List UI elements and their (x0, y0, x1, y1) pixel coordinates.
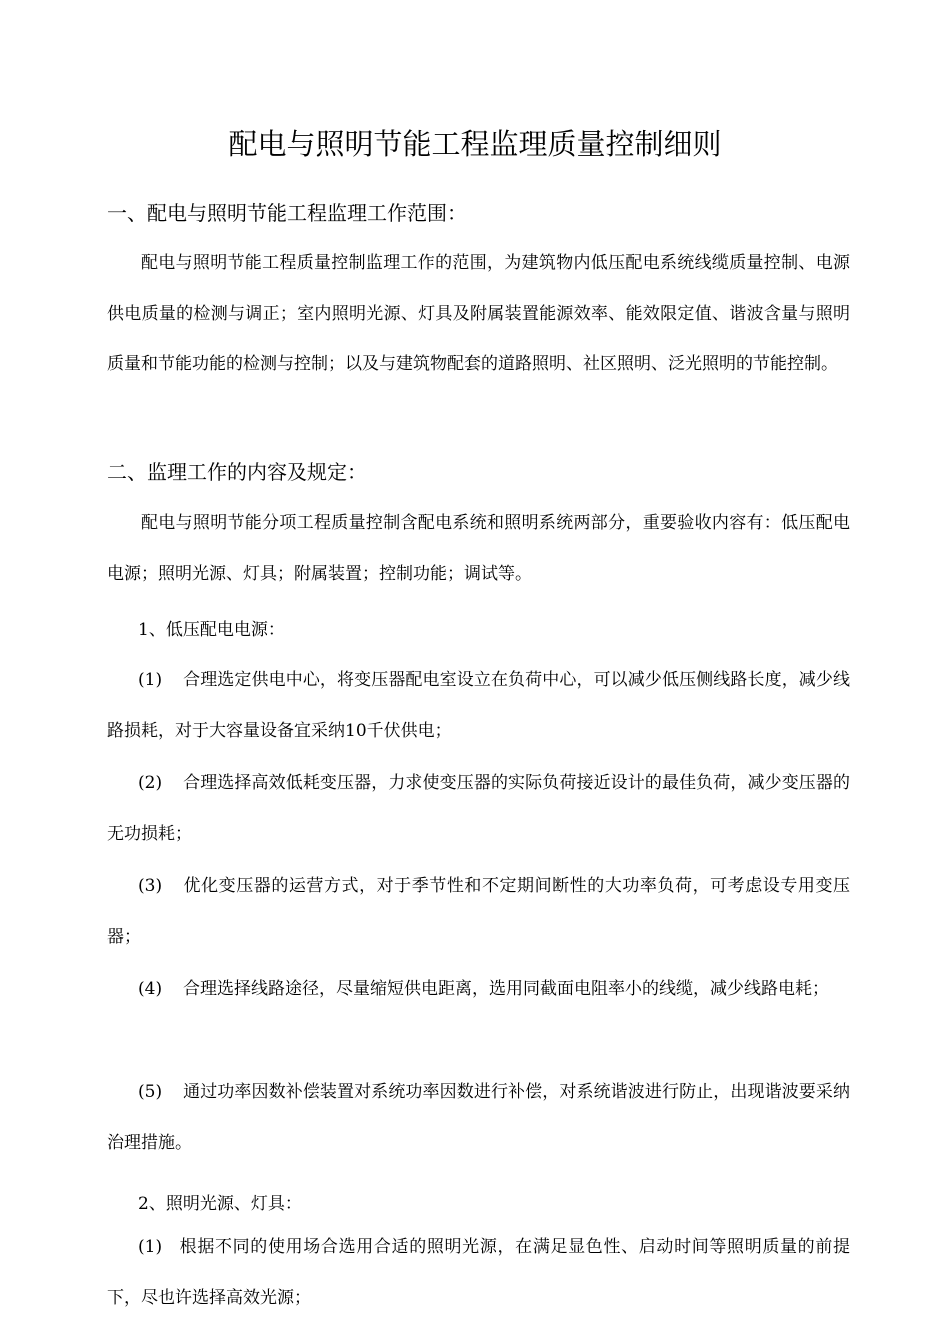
list-item-number: (4) (138, 979, 163, 999)
list-item-text: 通过功率因数补偿装置对系统功率因数进行补偿，对系统谐波进行防止，出现谐波要采纳治理措施。 (107, 1082, 850, 1153)
list-item (107, 655, 850, 756)
list-item-number: (1) (138, 1237, 163, 1257)
list-item (107, 758, 850, 859)
list-item (107, 1067, 850, 1168)
section-1-paragraph: 配电与照明节能工程质量控制监理工作的范围，为建筑物内低压配电系统线缆质量控制、电源供电质量的检测与调正；室内照明光源、灯具及附属装置能源效率、能效限定值、谐波含量与照明质量和节能功能的检测与控制；以及与建筑物配套的道路照明、社区照明、泛光照明的节能控制。 (107, 253, 850, 375)
list-item (107, 964, 850, 1015)
list-item-number: (5) (138, 1082, 163, 1102)
sub-heading-lighting-sources: 2、照明光源、灯具： (138, 1194, 302, 1214)
list-item-number: (3) (138, 876, 163, 896)
list-item (107, 861, 850, 962)
list-item-text: 合理选择高效低耗变压器，力求使变压器的实际负荷接近设计的最佳负荷，减少变压器的无功损耗； (107, 773, 850, 844)
sub-heading-low-voltage-power: 1、低压配电电源： (138, 620, 285, 640)
section-1-heading: 一、配电与照明节能工程监理工作范围： (107, 201, 467, 225)
list-item-number: (1) (138, 670, 163, 690)
list-item-number: (2) (138, 773, 163, 793)
list-item-text: 合理选择线路途径，尽量缩短供电距离，选用同截面电阻率小的线缆，减少线路电耗； (183, 979, 829, 999)
list-item (107, 1222, 850, 1323)
document-title: 配电与照明节能工程监理质量控制细则 (228, 127, 722, 161)
section-2-paragraph: 配电与照明节能分项工程质量控制含配电系统和照明系统两部分，重要验收内容有：低压配电电源；照明光源、灯具；附属装置；控制功能；调试等。 (107, 513, 850, 584)
section-2-heading: 二、监理工作的内容及规定： (107, 460, 367, 484)
list-item-text: 根据不同的使用场合选用合适的照明光源，在满足显色性、启动时间等照明质量的前提下，尽也许选择高效光源； (107, 1237, 850, 1308)
list-item-text: 优化变压器的运营方式，对于季节性和不定期间断性的大功率负荷，可考虑设专用变压器； (107, 876, 850, 947)
list-item-text: 合理选定供电中心，将变压器配电室设立在负荷中心，可以减少低压侧线路长度，减少线路损耗，对于大容量设备宜采纳10千伏供电； (107, 670, 850, 741)
